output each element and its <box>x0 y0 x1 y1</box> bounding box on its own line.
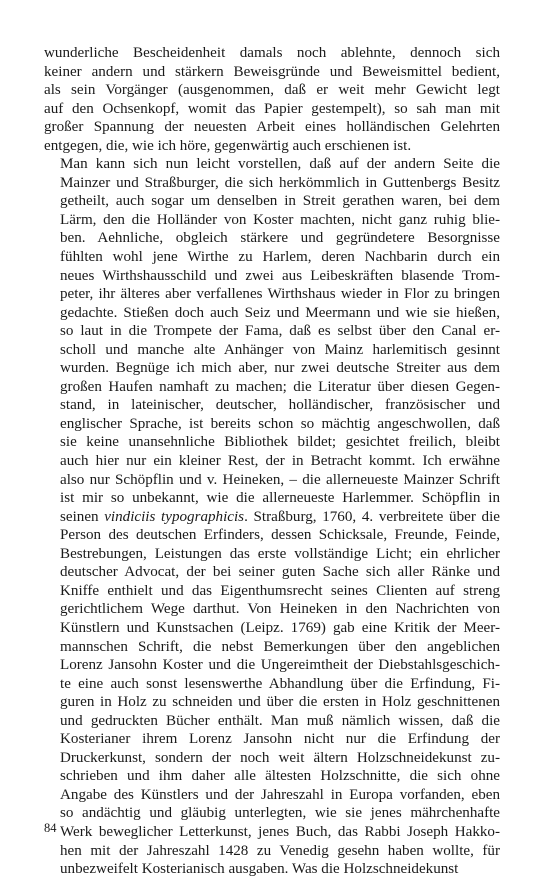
text-line: als sein Vorgänger (ausgenommen, daß er weit mehr Gewicht legt <box>44 82 500 99</box>
text-line: ben. Aehnliche, obgleich stärkere und gegründetere Besorgnisse <box>60 230 500 247</box>
page-number: 84 <box>44 821 57 835</box>
text-line: gedachte. Stießen doch auch Seiz und Meermann und wie sie hießen, <box>60 304 500 321</box>
text-line: Lärm, den die Holländer von Koster machten, nicht ganz ruhig blie- <box>60 211 500 228</box>
text-line: Künstlern und Kunstsachen (Leipz. 1769) gab eine Kritik der Meer- <box>60 619 500 636</box>
text-line: Angabe des Künstlers und der Jahreszahl in Europa vorfanden, eben <box>60 786 500 803</box>
text-line: gerichtlichem Wege darthut. Von Heineken in den Nachrichten von <box>60 601 500 618</box>
text-line: so andächtig und gläubig unterlegten, wie sie jenes mährchenhafte <box>60 805 500 822</box>
text-line: deutscher Advocat, der bei seiner guten Sache sich aller Ränke und <box>60 564 500 581</box>
text-line: auf den Ochsenkopf, womit das Papier gestempelt), so sah man mit <box>44 100 500 117</box>
text-line: fühlten wohl jene Wirthe zu Harlem, deren Nachbarin durch ein <box>60 249 500 266</box>
text-line: Kosterianer ihrem Lorenz Jansohn nicht nur die Erfindung der <box>60 731 500 748</box>
page-content <box>44 44 500 879</box>
text-line: Druckerkunst, sondern der noch weit ältern Holzschneidekunst zu- <box>60 749 500 766</box>
text-line: wurden. Begnüge ich mich aber, nur zwei deutsche Streiter aus dem <box>60 360 500 377</box>
text-line: entgegen, die, wie ich höre, gegenwärtig auch erschienen ist. <box>44 137 412 154</box>
text-line: keiner andern und stärkern Beweisgründe und Beweismittel bedient, <box>44 63 500 80</box>
text-line: guren in Holz zu schneiden und über die ersten in Holz geschnittenen <box>60 694 500 711</box>
text-line: also nur Schöpflin und v. Heineken, – die allerneueste Mainzer Schrift <box>60 471 500 488</box>
text-line: te eine auch sonst lesenswerthe Abhandlung über die Erfindung, Fi- <box>60 675 500 692</box>
text-line: neues Wirthshausschild und zwei aus Leibeskräften blasende Trom- <box>60 267 500 284</box>
text-line: getheilt, auch sogar um denselben in Streit gerathen waren, bei dem <box>60 193 500 210</box>
text-line: hen mit der Jahreszahl 1428 zu Venedig gesehn haben wollte, für <box>60 842 500 859</box>
text-line: seinen vindiciis typographicis. Straßburg, 1760, 4. verbreitete über die <box>60 508 500 525</box>
text-line: peter, ihr älteres aber verfallenes Wirthshaus wieder in Flor zu bringen <box>60 286 500 303</box>
text-line: Mainzer und Straßburger, die sich herkömmlich in Guttenbergs Besitz <box>60 174 500 191</box>
text-line: großen Haufen namhaft zu machen; die Literatur über diesen Gegen- <box>60 378 500 395</box>
text-line: stand, in lateinischer, deutscher, holländischer, französischer und <box>60 397 500 414</box>
text-line: schrieben und ihm daher alle ältesten Holzschnitte, die sich ohne <box>60 768 500 785</box>
text-line: mannschen Schrift, die nebst Bemerkungen über den angeblichen <box>60 638 500 655</box>
text-line: Man kann sich nun leicht vorstellen, daß auf der andern Seite die <box>60 156 500 173</box>
text-line: scholl und manche alte Anhänger von Mainz harlemitisch gesinnt <box>60 341 500 358</box>
text-line: wunderliche Bescheidenheit damals noch ablehnte, dennoch sich <box>44 45 500 61</box>
paragraph <box>44 44 500 155</box>
text-line: Person des deutschen Erfinders, dessen Schicksale, Freunde, Feinde, <box>60 527 500 544</box>
text-line: Bestrebungen, Leistungen das erste vollständige Licht; ein ehrlicher <box>60 545 500 562</box>
text-line: sie keine unansehnliche Bibliothek bildet; gesichtet freilich, bleibt <box>60 434 500 451</box>
paragraph <box>44 155 500 878</box>
text-line: ist mir so unbekannt, wie die allerneueste Harlemmer. Schöpflin in <box>60 490 500 507</box>
text-line: unbezweifelt Kosterianisch ausgaben. Was die Holzschneidekunst <box>60 861 459 878</box>
text-line: großer Spannung der neuesten Arbeit eines holländischen Gelehrten <box>44 119 500 136</box>
text-line: englischer Sprache, ist bereits schon so mächtig angeschwollen, daß <box>60 415 500 432</box>
text-line: Kniffe enthielt und das Eigenthumsrecht seines Clienten auf streng <box>60 582 500 599</box>
text-line: auch hier nur ein kleiner Rest, der in Betracht kommt. Ich erwähne <box>60 453 500 470</box>
text-line: und gedruckten Bücher enthält. Man muß nämlich wissen, daß die <box>60 712 500 729</box>
text-line: Werk beweglicher Letterkunst, jenes Buch, das Rabbi Joseph Hakko- <box>60 823 500 840</box>
text-line: so laut in die Trompete der Fama, daß es selbst über den Canal er- <box>60 323 500 340</box>
text-line: Lorenz Jansohn Koster und die Ungereimtheit der Diebstahlsgeschich- <box>60 657 500 674</box>
body-text <box>44 44 500 879</box>
